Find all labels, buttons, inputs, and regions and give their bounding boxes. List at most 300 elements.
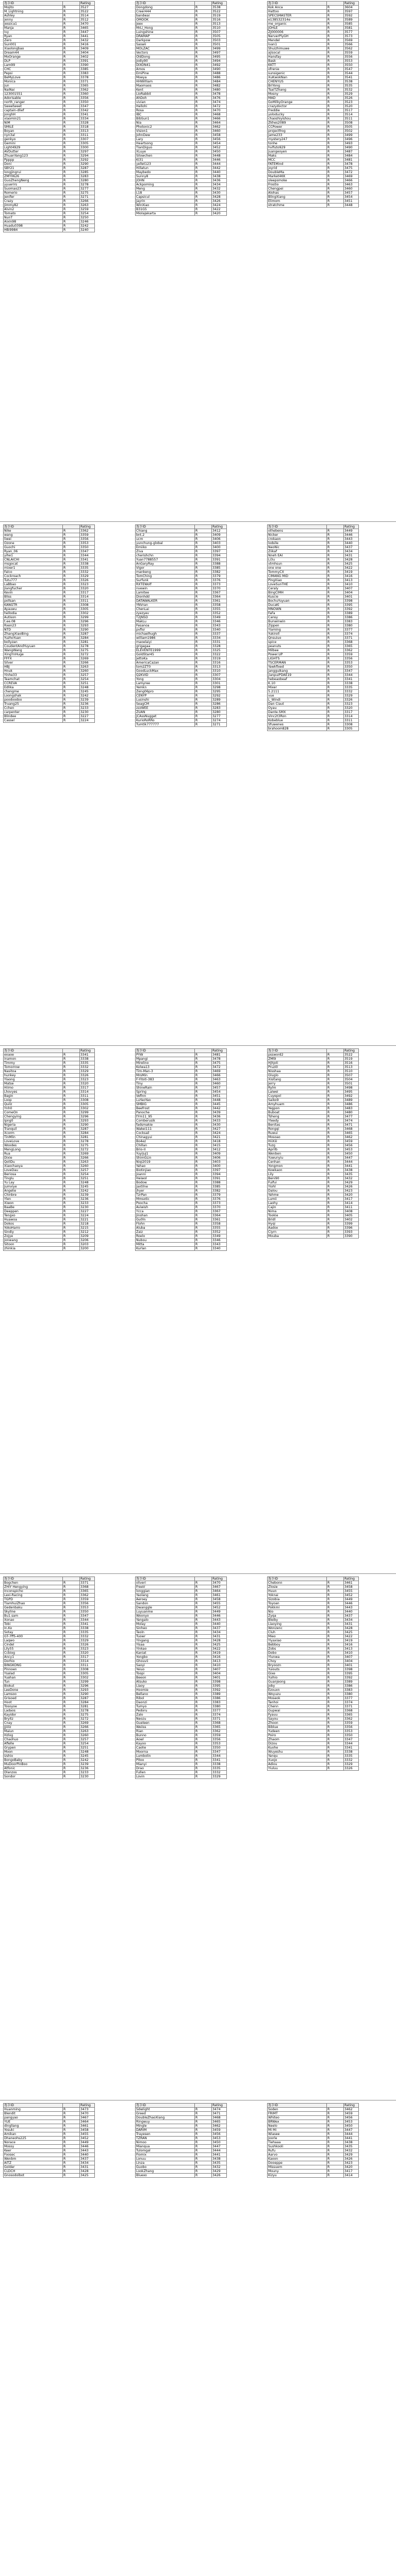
table-row [268,14,359,18]
player-status: R [63,43,80,47]
player-status: R [195,1189,212,1193]
player-status: R [327,35,344,39]
player-name: Cluh [268,1631,327,1635]
player-rating: 3248 [80,686,95,690]
table-row [4,47,95,51]
table-row [136,1754,227,1758]
player-status: R [327,636,344,640]
player-status: R [195,1717,212,1721]
table-row [268,117,359,121]
player-rating: 3390 [80,63,95,67]
ranking-column [3,1,95,232]
player-name: Jerry [268,1082,327,1086]
table-row [268,92,359,96]
player-name: TGPD [4,1598,63,1602]
player-rating: 3353 [344,661,359,665]
player-name: TzrPan [136,1193,195,1197]
table-row [136,14,227,18]
player-rating: 3400 [212,546,227,550]
table-row [136,1721,227,1725]
table-row [136,2108,227,2112]
player-status: R [195,26,212,30]
table-row [136,1206,227,1210]
player-status: R [63,579,80,583]
player-rating: 3245 [80,1754,95,1758]
player-rating: 3402 [344,1218,359,1222]
player-status: R [63,76,80,80]
player-status: R [327,76,344,80]
table-row [136,1119,227,1123]
table-row [268,67,359,72]
player-name: LoveLove [4,1140,63,1144]
player-name: MengLong [4,1148,63,1152]
player-rating: 3242 [80,1758,95,1762]
player-rating: 3483 [344,1107,359,1111]
player-name: zzzWEE [136,706,195,710]
table-row [136,2112,227,2116]
table-row [136,599,227,603]
player-name: othebens [268,529,327,533]
player-name: Vision1 [136,129,195,133]
player-status: R [63,2116,80,2120]
table-row [268,1713,359,1717]
player-rating: 3271 [212,723,227,727]
table-row [268,72,359,76]
table-row [268,88,359,92]
player-rating: 3259 [80,208,95,212]
player-rating: 3456 [344,2116,359,2120]
player-name: Matse [4,1082,63,1086]
player-rating: 3461 [344,1581,359,1585]
player-status: R [195,636,212,640]
player-rating: 3412 [212,529,227,533]
table-row [4,2132,95,2137]
player-status: R [195,1197,212,1201]
player-name: ucm [136,537,195,541]
player-name: Emiiko [136,546,195,550]
player-status: R [195,1168,212,1173]
player-rating: 3338 [80,1626,95,1631]
player-status: R [63,665,80,669]
table-row [268,595,359,599]
player-rating: 3350 [212,1746,227,1750]
player-status: R [195,603,212,607]
player-status: R [63,1717,80,1721]
table-row [268,686,359,690]
player-status: R [195,191,212,195]
table-row [4,686,95,690]
player-name: GoMilkyOrange [268,100,327,105]
player-name: Ringwuy [136,2120,195,2124]
table-row [4,1754,95,1758]
table-row [268,1680,359,1684]
player-rating: 3329 [80,574,95,579]
player-name: CCPower [268,125,327,129]
player-rating: 3275 [80,1144,95,1148]
rating-table [267,2103,359,2178]
player-rating: 3365 [344,645,359,649]
table-row [4,1626,95,1631]
table-row [4,1197,95,1201]
table-row [4,1602,95,1606]
table-row [136,715,227,719]
player-name: BlingXiang [268,195,327,199]
player-status: R [195,1185,212,1189]
player-rating: 3450 [212,2141,227,2145]
player-status: R [327,1127,344,1131]
player-rating: 3417 [344,2170,359,2174]
player-name: pvfisr [136,628,195,632]
player-name: ZJ000006 [268,30,327,35]
player-status: R [63,1676,80,1680]
player-name: BINGKONG [4,1664,63,1668]
table-row [4,212,95,216]
table-row [136,1148,227,1152]
player-status: R [63,562,80,566]
table-row [268,612,359,616]
table-row [268,1107,359,1111]
table-row [4,1210,95,1214]
player-rating: 3431 [344,1622,359,1626]
player-status: R [327,1140,344,1144]
player-status: R [327,649,344,653]
player-rating: 3464 [80,2120,95,2124]
table-row [136,1672,227,1676]
player-status: R [63,2108,80,2112]
player-status: R [63,2165,80,2170]
player-rating: 3386 [344,1684,359,1688]
table-row [4,636,95,640]
player-name: T2JNSD [136,616,195,620]
table-row [4,1057,95,1061]
player-name: WangWang [4,649,63,653]
player-rating: 3266 [80,1156,95,1160]
player-rating: 3426 [344,2157,359,2161]
player-rating: 3277 [80,187,95,191]
player-name: Mosoao [268,1136,327,1140]
player-rating: 3462 [344,2108,359,2112]
player-rating: 3498 [344,1086,359,1090]
player-rating: 3459 [212,2128,227,2132]
player-status: R [195,212,212,216]
table-row [268,1230,359,1234]
player-status: R [195,2161,212,2165]
table-row [136,2120,227,2124]
player-name: BibSun1 [136,117,195,121]
table-row [268,1659,359,1664]
player-rating: 3290 [80,628,95,632]
player-name: Tookie [268,1214,327,1218]
player-rating: 3449 [212,1610,227,1614]
player-status: R [327,1738,344,1742]
player-status: R [195,1721,212,1725]
player-rating: 3448 [212,154,227,158]
player-name: FaFa [268,612,327,616]
player-name: chaoshiyishou [268,117,327,121]
player-rating: 3420 [344,1193,359,1197]
header-status [195,1577,212,1581]
player-status: R [327,117,344,121]
table-row [4,1185,95,1189]
table-row [136,80,227,84]
table-row [4,1717,95,1721]
player-status: R [327,715,344,719]
player-status: R [63,14,80,18]
player-status: R [63,1127,80,1131]
player-name: Qnsuiuo [268,636,327,640]
player-status: R [63,1750,80,1754]
table-row [4,1701,95,1705]
player-status: R [63,109,80,113]
player-rating: 3305 [80,1103,95,1107]
table-row [4,1173,95,1177]
table-row [4,2145,95,2149]
player-status: R [63,1201,80,1206]
table-row [136,1181,227,1185]
player-name: Zlosie [268,1585,327,1589]
table-row [4,18,95,22]
player-status: R [63,673,80,677]
player-status: R [195,2165,212,2170]
player-name: cherishchn [136,554,195,558]
player-status: R [195,2153,212,2157]
table-row [4,166,95,171]
player-name: JohnDew [136,133,195,138]
player-rating: 3275 [80,649,95,653]
table-row [268,616,359,620]
table-row [268,162,359,166]
player-name: ChenLai [136,607,195,612]
player-status: R [63,2141,80,2145]
player-status: R [63,1734,80,1738]
player-rating: 3449 [344,529,359,533]
player-name: Sondor [4,1775,63,1779]
player-status: R [63,1103,80,1107]
player-name: Ivan1 [268,43,327,47]
table-row [268,2124,359,2128]
player-status: R [63,1098,80,1103]
table-row [4,220,95,224]
player-name: Ycca [136,1210,195,1214]
player-rating: 3477 [344,1115,359,1119]
player-status: R [327,698,344,702]
table-row [268,1148,359,1152]
player-rating: 3257 [80,673,95,677]
player-status: R [195,587,212,591]
player-status: R [195,1173,212,1177]
player-rating: 3341 [80,113,95,117]
player-name: Kolwa13 [136,1065,195,1070]
player-rating: 3335 [212,1767,227,1771]
table-row [136,1635,227,1639]
player-name: fadsmakie [136,1123,195,1127]
player-rating: 3367 [212,1210,227,1214]
player-rating: 3471 [212,2112,227,2116]
player-status: R [327,1197,344,1201]
player-name: Chinbre [4,1193,63,1197]
player-status: R [63,1123,80,1127]
table-row [268,1581,359,1585]
player-name: Luingshine [136,30,195,35]
player-rating: 3489 [344,1098,359,1103]
table-row [4,150,95,154]
player-rating: 3326 [344,698,359,702]
player-name: Mouny [268,2170,327,2174]
player-name: Neelo [268,2124,327,2128]
player-rating: 3436 [212,1115,227,1119]
table-row [136,1111,227,1115]
table-row [4,541,95,546]
player-name: Greed [136,2112,195,2116]
player-status: R [63,179,80,183]
table-row [4,1771,95,1775]
player-rating: 3443 [344,537,359,541]
ranking-column [135,1,227,216]
player-name: jenny [4,18,63,22]
player-rating: 3404 [212,1672,227,1676]
player-rating: 3438 [344,1168,359,1173]
table-row [136,645,227,649]
table-row [136,1639,227,1643]
player-name: TZRAN [136,2137,195,2141]
player-rating: 3263 [80,1730,95,1734]
table-row [4,63,95,67]
player-status: R [327,690,344,694]
table-row [4,191,95,195]
player-name: Kizyu [268,2174,327,2178]
rating-table [135,524,227,727]
table-row [4,138,95,142]
player-name: Ppppp [4,158,63,162]
header-status [195,525,212,529]
player-name: yoloducky [268,113,327,117]
player-status: R [195,10,212,14]
player-rating: 3320 [344,706,359,710]
player-rating: 3458 [344,1585,359,1589]
player-name: Nia [136,121,195,125]
player-name: Guobo [136,2165,195,2170]
table-row [4,1635,95,1639]
player-name: L18 [136,191,195,195]
player-rating: 3501 [344,1082,359,1086]
player-rating: 3459 [344,2112,359,2116]
player-name: lodslle [268,541,327,546]
table-row [4,1639,95,1643]
player-rating: 3353 [212,1742,227,1746]
player-rating: 3454 [212,142,227,146]
table-row [4,1614,95,1618]
player-name: Yuwunyiu [268,1156,327,1160]
player-status: R [327,1622,344,1626]
player-status: R [195,1148,212,1152]
table-row [268,1214,359,1218]
player-status: R [63,554,80,558]
table-row [4,1243,95,1247]
player-status: R [195,1247,212,1251]
player-name: ZMY0626 [4,175,63,179]
player-rating: 3278 [80,645,95,649]
header-status [195,2,212,6]
player-name: Fullen [136,1771,195,1775]
player-name: Bridl [268,1218,327,1222]
table-row [4,607,95,612]
player-rating: 3408 [344,1210,359,1214]
player-status: R [63,698,80,702]
player-status: R [327,1713,344,1717]
table-header-row [4,1577,95,1581]
table-row [268,1697,359,1701]
player-name: Fesanoa [136,624,195,628]
player-name: Hellohi [136,105,195,109]
header-player: 选手ID [136,2104,195,2108]
player-status: R [327,183,344,187]
table-row [136,39,227,43]
player-status: R [327,570,344,574]
player-status: R [195,1643,212,1647]
player-rating: 3317 [80,1655,95,1659]
player-rating: 3368 [212,1721,227,1725]
player-status: R [327,1173,344,1177]
table-row [268,645,359,649]
table-row [136,702,227,706]
player-name: LoveSunTHE [268,583,327,587]
player-name: Bluexo [136,2174,195,2178]
player-name: CIMANG MID [268,574,327,579]
player-name: hellodia [4,612,63,616]
player-status: R [63,1688,80,1692]
table-row [136,1746,227,1750]
player-status: R [63,1177,80,1181]
player-status: R [63,1664,80,1668]
player-status: R [63,1136,80,1140]
player-status: R [195,1061,212,1065]
player-status: R [327,67,344,72]
player-status: R [63,1168,80,1173]
player-status: R [195,1725,212,1730]
player-name: Bellano [136,1692,195,1697]
player-status: R [195,1771,212,1775]
player-name: Rufu [268,2149,327,2153]
player-rating: 3446 [212,158,227,162]
table-row [136,657,227,661]
player-status: R [195,1614,212,1618]
player-rating: 3401 [212,1676,227,1680]
player-rating: 3341 [212,1758,227,1762]
player-rating: 3463 [344,183,359,187]
table-row [136,2132,227,2137]
player-name: Lam99 [4,63,63,67]
player-status: R [63,706,80,710]
table-row [4,1119,95,1123]
table-row [4,665,95,669]
player-status: R [63,653,80,657]
player-rating: 3532 [344,88,359,92]
player-rating: 3447 [344,1156,359,1160]
player-rating: 3308 [80,603,95,607]
player-status: R [63,1713,80,1717]
player-rating: 3538 [212,6,227,10]
player-status: R [327,1090,344,1094]
player-status: R [327,2137,344,2141]
player-name: Saiko9 [268,1098,327,1103]
player-status: R [195,1222,212,1226]
player-rating: 3517 [344,109,359,113]
player-rating: 3493 [344,142,359,146]
player-name: Tumtik777777 [136,723,195,727]
player-name: BaaBe [4,1206,63,1210]
table-row [4,715,95,719]
table-row [4,1177,95,1181]
